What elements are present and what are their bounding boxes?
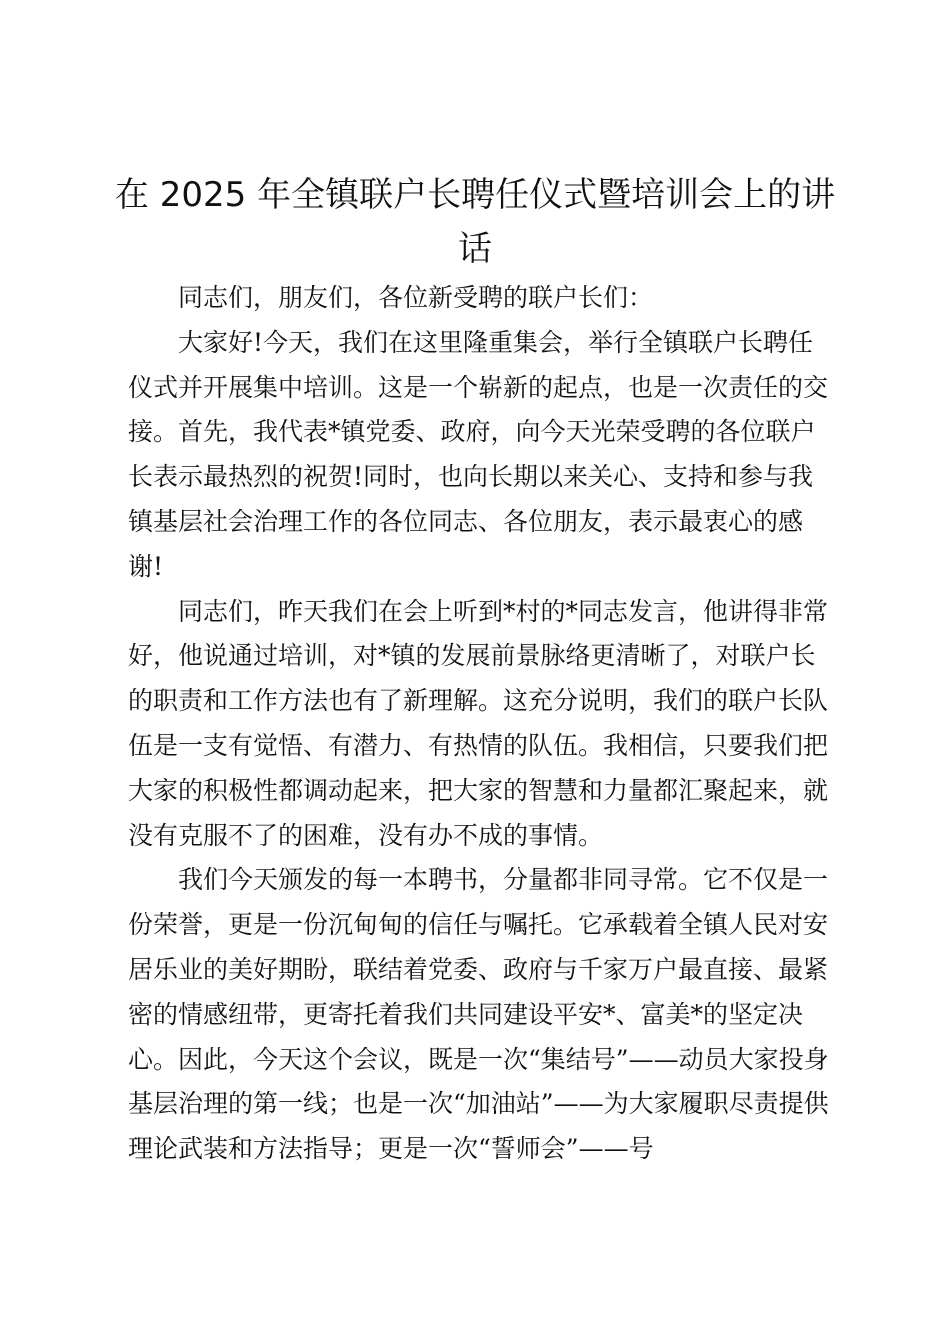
document-title: 在 2025 年全镇联户长聘任仪式暨培训会上的讲话 [114, 175, 836, 269]
paragraph-1: 大家好!今天，我们在这里隆重集会，举行全镇联户长聘任仪式并开展集中培训。这是一个崭新的起点，也是一次责任的交接。首先，我代表*镇党委、政府，向今天光荣受聘的各位联户长表示最热烈的祝贺!同时，也向长期以来关心、支持和参与我镇基层社会治理工作的各位同志、各位朋友，表示最衷心的感谢! [128, 327, 829, 581]
document-body [128, 276, 830, 1172]
paragraph-2: 同志们，昨天我们在会上听到*村的*同志发言，他讲得非常好，他说通过培训，对*镇的发展前景脉络更清晰了，对联户长的职责和工作方法也有了新理解。这充分说明，我们的联户长队伍是一支有觉悟、有潜力、有热情的队伍。我相信，只要我们把大家的积极性都调动起来，把大家的智慧和力量都汇聚起来，就没有克服不了的困难，没有办不成的事情。 [128, 596, 829, 850]
salutation: 同志们，朋友们，各位新受聘的联户长们： [178, 283, 654, 312]
paragraph-3: 我们今天颁发的每一本聘书，分量都非同寻常。它不仅是一份荣誉，更是一份沉甸甸的信任与嘱托。它承载着全镇人民对安居乐业的美好期盼，联结着党委、政府与千家万户最直接、最紧密的情感纽带，更寄托着我们共同建设平安*、富美*的坚定决心。因此，今天这个会议，既是一次“集结号”——动员大家投身基层治理的第一线；也是一次“加油站”——为大家履职尽责提供理论武装和方法指导；更是一次“誓师会”——号 [128, 865, 829, 1164]
